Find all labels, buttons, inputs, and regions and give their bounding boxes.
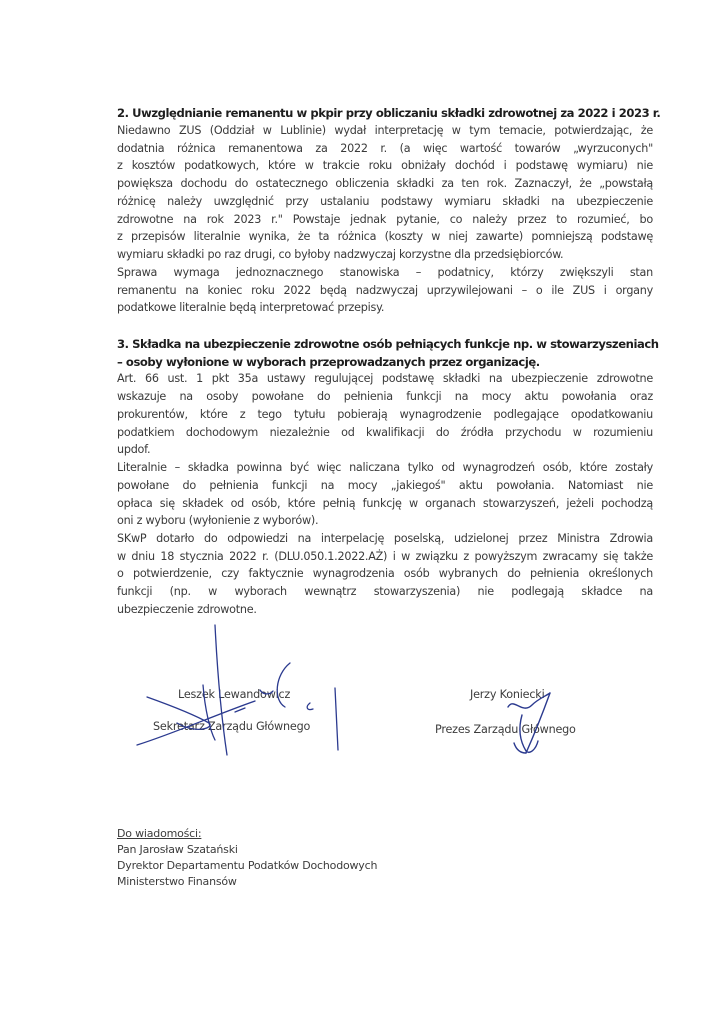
- signatory-name: Jerzy Koniecki: [470, 688, 545, 701]
- paragraph-line: oni z wyboru (wyłonienie z wyborów).: [117, 514, 319, 527]
- paragraph-line: funkcji (np. w wyborach wewnątrz stowarzyszenia) nie podlegają składce na: [117, 585, 653, 598]
- paragraph-line: wskazuje na osoby powołane do pełnienia funkcji na mocy aktu powołania oraz: [117, 390, 653, 403]
- paragraph-line: prokurentów, które z tego tytułu pobierają wynagrodzenie podlegające opodatkowaniu: [117, 408, 653, 421]
- signatory-role: Prezes Zarządu Głównego: [435, 723, 576, 736]
- paragraph-line: remanentu na koniec roku 2022 będą nadzwyczaj uprzywilejowani – o ile ZUS i organy: [117, 284, 653, 297]
- paragraph-line: dodatnia różnica remanentowa za 2022 r. (a więc wartość towarów „wyrzuconych": [117, 142, 653, 155]
- paragraph-line: wymiaru składki po raz drugi, co byłoby nadzwyczaj korzystne dla przedsiębiorców.: [117, 248, 564, 261]
- cc-recipient-line: Pan Jarosław Szatański: [117, 843, 238, 856]
- section-3-heading: – osoby wyłonione w wyborach przeprowadzanych przez organizację.: [117, 355, 540, 369]
- paragraph-line: zdrowotne na rok 2023 r." Powstaje jednak pytanie, co należy przez to rozumieć, bo: [117, 213, 653, 226]
- paragraph-line: podatkiem dochodowym niezależnie od kwalifikacji do źródła przychodu w rozumieniu: [117, 426, 653, 439]
- paragraph-line: Art. 66 ust. 1 pkt 35a ustawy regulującej podstawę składki na ubezpieczenie zdrowotne: [117, 372, 653, 385]
- paragraph-line: o potwierdzenie, czy faktycznie wynagrodzenia osób wybranych do pełnienia określonych: [117, 567, 653, 580]
- paragraph-line: w dniu 18 stycznia 2022 r. (DLU.050.1.2022.AŻ) i w związku z powyższym zwracamy się także: [117, 550, 653, 563]
- paragraph-line: ubezpieczenie zdrowotne.: [117, 603, 257, 616]
- cc-recipient-line: Ministerstwo Finansów: [117, 875, 237, 888]
- signatory-name: Leszek Lewandowicz: [178, 688, 291, 701]
- paragraph-line: podatkowe literalnie będą interpretować przepisy.: [117, 301, 385, 314]
- paragraph-line: updof.: [117, 443, 151, 456]
- cc-title: Do wiadomości:: [117, 827, 202, 840]
- section-2-heading: 2. Uwzględnianie remanentu w pkpir przy obliczaniu składki zdrowotnej za 2022 i 2023 r.: [117, 106, 661, 120]
- paragraph-line: z przepisów literalnie wynika, że ta różnica (koszty w niej zawarte) pomniejszą podstawę: [117, 230, 653, 243]
- paragraph-line: Sprawa wymaga jednoznacznego stanowiska – podatnicy, którzy zwiększyli stan: [117, 266, 653, 279]
- paragraph-line: z kosztów podatkowych, które w trakcie roku obniżały dochód i podstawę wymiaru) nie: [117, 159, 653, 172]
- paragraph-line: Literalnie – składka powinna być więc naliczana tylko od wynagrodzeń osób, które zostały: [117, 461, 653, 474]
- section-3-heading: 3. Składka na ubezpieczenie zdrowotne osób pełniących funkcje np. w stowarzyszeniach: [117, 337, 659, 351]
- paragraph-line: Niedawno ZUS (Oddział w Lublinie) wydał interpretację w tym temacie, potwierdzając, że: [117, 124, 653, 137]
- paragraph-line: SKwP dotarło do odpowiedzi na interpelację poselską, udzielonej przez Ministra Zdrowia: [117, 532, 653, 545]
- signatory-role: Sekretarz Zarządu Głównego: [153, 720, 311, 733]
- paragraph-line: opłaca się składek od osób, które pełnią funkcję w organach stowarzyszeń, jeżeli pochodzą: [117, 497, 653, 510]
- paragraph-line: powiększa dochodu do ostatecznego obliczenia składki za ten rok. Zaznaczył, że „powstałą: [117, 177, 653, 190]
- paragraph-line: powołane do pełnienia funkcji na mocy „jakiegoś" aktu powołania. Natomiast nie: [117, 479, 653, 492]
- paragraph-line: różnicę należy uwzględnić przy ustalaniu podstawy wymiaru składki na ubezpieczenie: [117, 195, 653, 208]
- cc-recipient-line: Dyrektor Departamentu Podatków Dochodowych: [117, 859, 378, 872]
